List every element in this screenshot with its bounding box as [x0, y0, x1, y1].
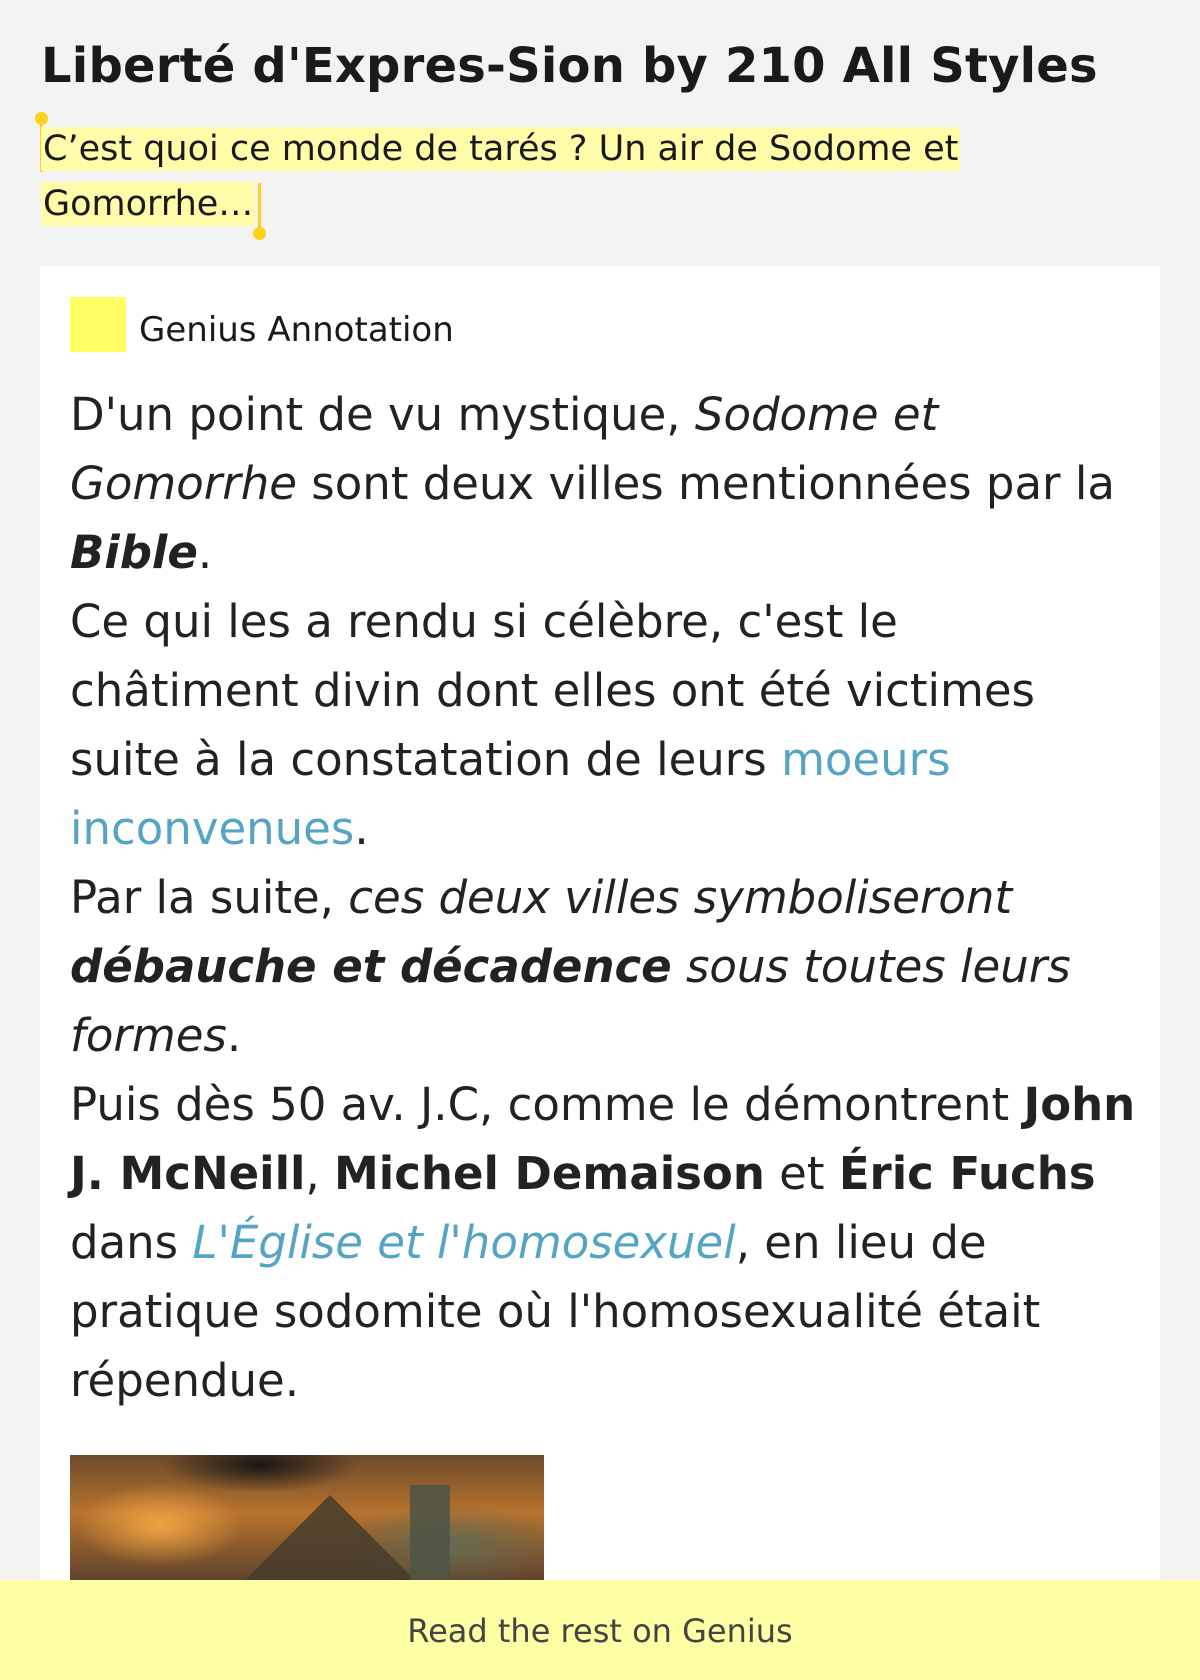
annotation-text: . — [226, 1009, 242, 1062]
annotation-text: Par la suite, — [70, 871, 349, 924]
author-name: Michel Demaison — [334, 1147, 765, 1200]
annotation-text: et — [764, 1147, 839, 1200]
annotation-body — [70, 380, 1140, 1415]
annotation-text: , en lieu de pratique sodomite où l'homosexualité était répendue. — [70, 1216, 1041, 1407]
annotation-text: sont deux villes mentionnées par la — [296, 457, 1115, 510]
annotation-painting-image — [70, 1455, 544, 1585]
book-title[interactable]: L'Église et l'homosexuel — [192, 1216, 736, 1269]
song-title: Liberté d'Expres-Sion by 210 All Styles — [41, 38, 1098, 94]
annotation-text: Puis dès 50 av. J.C, comme le démontrent — [70, 1078, 1024, 1131]
selection-end-handle[interactable] — [258, 183, 261, 234]
annotation-text: dans — [70, 1216, 193, 1269]
annotation-text: , — [305, 1147, 335, 1200]
painting-mountain-shape — [240, 1495, 420, 1585]
annotation-text: . — [354, 802, 369, 855]
annotation-card — [40, 266, 1160, 1586]
annotation-text: Ce qui les a rendu si célèbre, c'est le châtiment divin dont elles ont été victimes suite à la constatation de leurs — [70, 595, 1035, 786]
read-more-bar[interactable] — [0, 1580, 1200, 1680]
highlighted-lyric[interactable]: C’est quoi ce monde de tarés ? Un air de Sodome et Gomorrhe… — [43, 129, 959, 224]
lyric-line[interactable] — [41, 122, 1021, 232]
read-more-link[interactable]: Read the rest on Genius — [407, 1612, 793, 1650]
painting-tower-shape — [410, 1485, 450, 1585]
link-book-title[interactable] — [192, 1216, 735, 1269]
annotation-text: . — [197, 526, 213, 579]
link-moeurs-inconvenues[interactable]: moeurs inconvenues — [70, 733, 951, 855]
annotation-italic: ces deux villes symboliseront — [348, 871, 1013, 924]
annotation-bold-italic: Bible — [70, 526, 198, 579]
author-name: Éric Fuchs — [838, 1147, 1096, 1200]
annotation-badge-label: Genius Annotation — [139, 310, 454, 350]
genius-badge-icon — [70, 297, 126, 352]
annotation-italic: Sodome et Gomorrhe — [70, 388, 939, 510]
annotation-bold-italic: débauche et décadence — [70, 940, 672, 993]
annotation-text: D'un point de vu mystique, — [70, 388, 695, 441]
author-name: John J. McNeill — [70, 1078, 1136, 1200]
annotation-italic: sous toutes leurs formes — [70, 940, 1071, 1062]
